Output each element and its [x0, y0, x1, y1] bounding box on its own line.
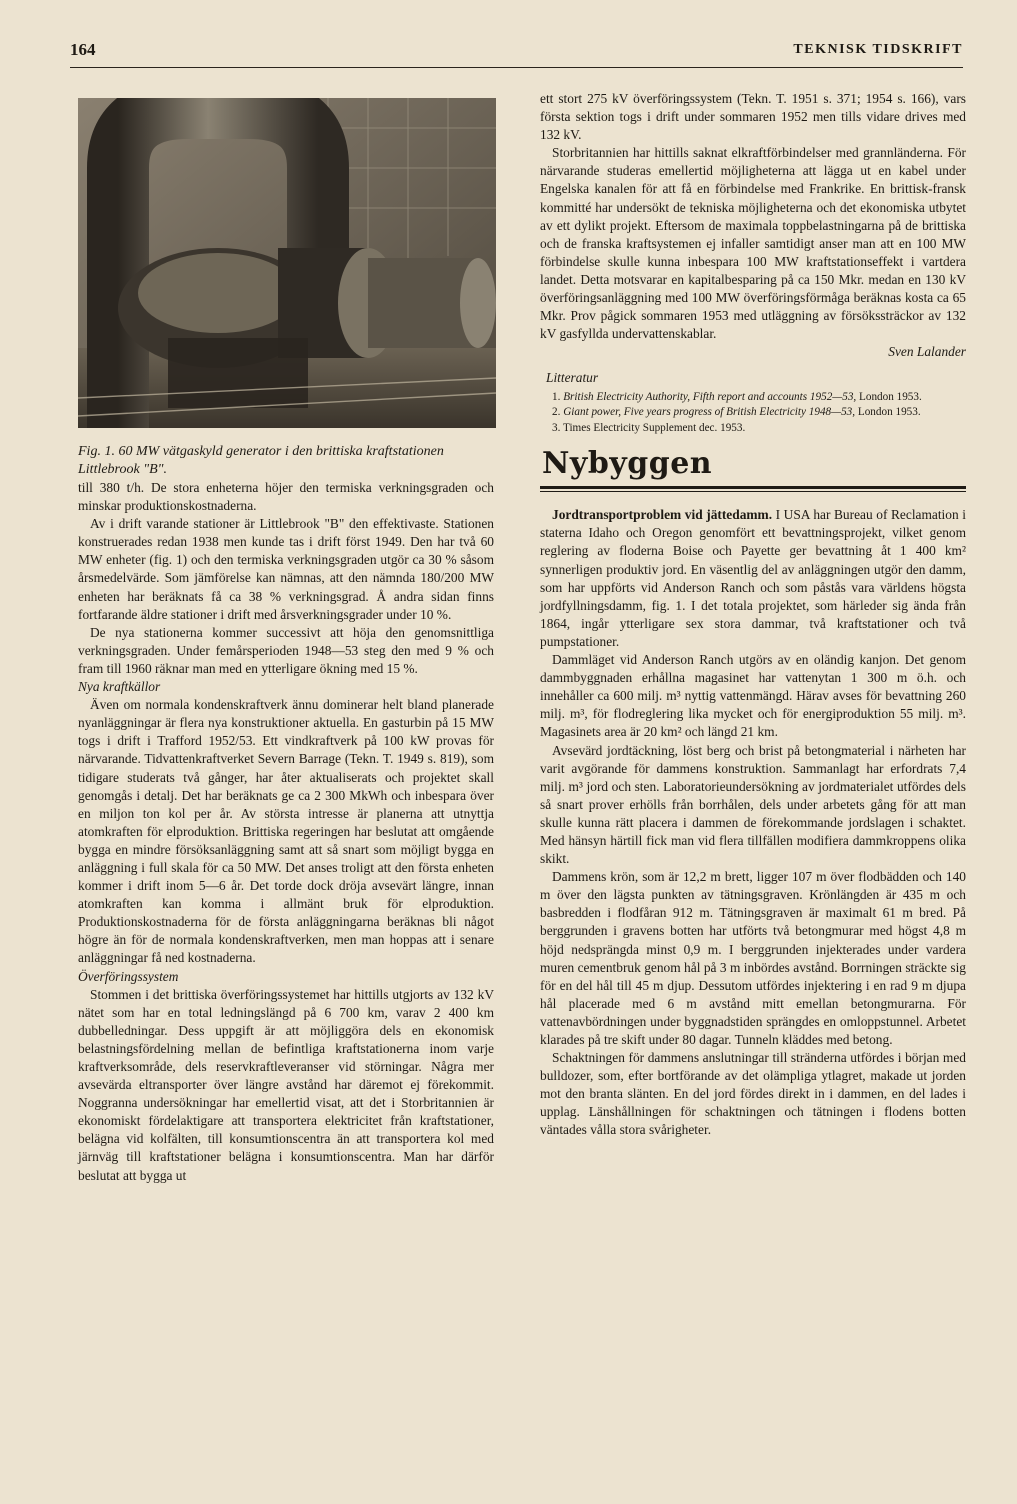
page-number: 164	[70, 40, 96, 59]
left-column	[78, 443, 494, 1185]
paragraph: till 380 t/h. De stora enheterna höjer den termiska verkningsgraden och minskar produktionskostnaderna.	[78, 480, 494, 514]
paragraph: Schaktningen för dammens anslutningar till stränderna utfördes i början med bulldozer, som, efter bortförande av det olämpliga ytlagret, makade ut jorden mot den branta slänten. En del jord fördes direkt in i dammen, en del lades i upplag. Länshållningen för schaktningen och tätningen i flodens botten väntades vålla stora svårigheter.	[540, 1050, 966, 1138]
header-rule	[70, 67, 963, 68]
literature-heading: Litteratur	[546, 370, 599, 386]
section-rule	[540, 486, 966, 489]
lead-heading: Jordtransportproblem vid jättedamm.	[552, 507, 773, 523]
paragraph: Även om normala kondenskraftverk ännu dominerar helt bland planerade nyanläggningar är flera nya konstruktioner aktuella. En gasturbin på 15 MW togs i drift i Trafford 1952/53. Ett vindkraftverk på 100 kW provas för närvarande. Tidvattenkraftverket Severn Barrage (Tekn. T. 1949 s. 819), som tidigare studerats två gånger, har åter aktualiserats och projektet skall genomgås i detalj. Det har beräknats ge ca 2 300 MkWh och inbespara över en miljon ton kol per år. Av största intresse är planerna att utnyttja atomkraften för elproduktion. Brittiska regeringen har beslutat att omgående bygga en mindre försöksanläggning samt att så snart som möjligt bygga en anläggning i full skala för ca 50 MW. Det anses troligt att den första enheten kommer i drift inom 5—6 år. Det torde dock dröja avsevärt längre, innan atomkraften kan komma i allmänt bruk för elproduktion. Produktionskostnaderna för de första anläggningarna beräknas bli något högre än för de normala kondenskraftverken, men man hoppas att i senare anläggningar få ned kostnaderna.	[78, 697, 494, 966]
generator-illustration	[78, 98, 496, 428]
paragraph: De nya stationerna kommer successivt att höja den genomsnittliga verkningsgraden. Under femårsperioden 1948—53 steg den med 9 % och fram till 1960 räknar man med en ytterligare ökning med 15 %.	[78, 624, 494, 676]
section-heading-overforingssystem: Överföringssystem	[78, 968, 179, 984]
section-heading-nya-kraftkallor: Nya kraftkällor	[78, 679, 161, 695]
generator-photo	[78, 98, 496, 428]
literature-item: 2. Giant power, Five years progress of British Electricity 1948—53, London 1953.	[552, 406, 921, 419]
right-column	[540, 90, 966, 1140]
section-title-nybyggen: Nybyggen	[542, 446, 713, 482]
paragraph: Avsevärd jordtäckning, löst berg och brist på betongmaterial i närheten har varit avgörande för dammens konstruktion. Sammanlagt har erfordrats 7,4 milj. m³ jord och sten. Laboratorieundersökning av jordmaterialet utfördes dels så snart prover erhölls från borrhålen, dels under arbetets gång för att man skulle kunna rätt placera i dammen de förekommande jordslagen i schaktet. Med hänsyn härtill fick man vid flera tillfällen modifiera dammkroppens olika skikt.	[540, 742, 966, 867]
section-rule	[540, 491, 966, 492]
paragraph: ett stort 275 kV överföringssystem (Tekn. T. 1951 s. 371; 1954 s. 166), vars första sektion togs i drift under sommaren 1952 men tills vidare drives med 132 kV.	[540, 91, 966, 143]
paragraph: Av i drift varande stationer är Littlebrook "B" den effektivaste. Stationen konstruerades redan 1938 men kunde tas i drift först 1949. Den har två 60 MW enheter (fig. 1) och den termiska verkningsgraden utgör ca 30 % såsom årsmedelvärde. Som jämförelse kan nämnas, att den nämnda 180/200 MW enheten har beräknats få ca 38 % verkningsgrad. Å andra sidan finns fortfarande äldre stationer i drift med årsverkningsgrader under 10 %.	[78, 516, 494, 622]
literature-item: 3. Times Electricity Supplement dec. 1953.	[552, 421, 746, 434]
literature-item: 1. British Electricity Authority, Fifth report and accounts 1952—53, London 1953.	[552, 390, 922, 403]
paragraph: Dammens krön, som är 12,2 m brett, ligger 107 m över flodbädden och 140 m över den lägsta punkten av tätningsgraven. Krönlängden är 435 m och basbredden i flodfåran 912 m. Tätningsgraven är maximalt 61 m bred. På berggrunden i gravens botten har utförts två betongmurar med högst 4,8 m höjd nedsprängda minst 0,9 m. I berggrunden injekterades under vardera muren cementbruk genom hål på 3 m inbördes avstånd. Borrningen sträckte sig för en del hål till 45 m djup. Dessutom utfördes injektering i en rad 9 m djupa hål placerade med 6 m avstånd mitt emellan betongmurarna. För vattenavbördningen under byggnadstiden sprängdes en omloppstunnel. Arbetet klarades på tre skift under 80 dagar. Tunneln kläddes med betong.	[540, 869, 966, 1047]
author-name: Sven Lalander	[888, 344, 966, 360]
paragraph: Storbritannien har hittills saknat elkraftförbindelser med grannländerna. För närvarande studeras emellertid möjligheterna att lägga ut en kabel under Engelska kanalen för att få en förbindelse med Frankrike. En brittisk-fransk kommitté har undersökt de tekniska möjligheterna och det ekonomiska utbytet av ett dylikt projekt. Eftersom de maximala toppbelastningarna på de brittiska och de franska kraftsystemen ej infaller samtidigt anser man att en 100 MW förbindelse skulle kunna inbespara 100 MW kraftstationseffekt i vartdera landet. Detta motsvarar en kapitalbesparing på ca 150 Mkr. medan en 130 kV överföringsanläggning med 100 MW överföringsförmåga beräknas kosta ca 65 Mkr. Prov pågick sommaren 1953 med utläggning av försökssträckor av 132 kV gasfyllda undervattenskablar.	[540, 145, 966, 342]
paragraph: Dammläget vid Anderson Ranch utgörs av en oländig kanjon. Det genom dammbyggnaden erhållna magasinet har vattenytan 1 300 m ö.h. och innehåller ca 600 milj. m³ nyttig vattenmängd. Härav avses för bevattning 260 milj. m³, för flodreglering lika mycket och för energiproduktion 55 milj. m³. Magasinets area är 20 km² och längd 21 km.	[540, 652, 966, 740]
journal-title: TEKNISK TIDSKRIFT	[793, 42, 963, 57]
signature-line	[540, 343, 966, 361]
paragraph: Stommen i det brittiska överföringssystemet har hittills utgjorts av 132 kV nätet som har en total ledningslängd på 6 700 km, varav 2 400 km dubbelledningar. Dess uppgift är att möjliggöra dels en ekonomisk belastningsfördelning mellan de befintliga kraftstationerna inom varje kraftverksområde, dels reservkraftleveranser vid störningar. Några mer avsevärda eltransporter över längre avstånd har däremot ej förekommit. Noggranna undersökningar har emellertid visat, att det i Storbritannien är ekonomiskt fördelaktigare att transportera elektricitet från kraftstationer, belägna vid kolfälten, till konsumtionscentra än att transportera kol med järnväg till kraftstationer belägna i konsumtionscentra. Man har därför beslutat att bygga ut	[78, 986, 494, 1183]
figure-caption: Fig. 1. 60 MW vätgaskyld generator i den brittiska kraftstationen Littlebrook "B".	[78, 444, 444, 477]
paragraph: Jordtransportproblem vid jättedamm. I USA har Bureau of Reclamation i staterna Idaho och Oregon genomfört ett bevattningsprojekt, vilket genom reglering av floderna Boise och Payette ger bevattning åt 1 400 km² synnerligen produktiv jord. En väsentlig del av anläggningen utgör den damm, som har uppförts vid Anderson Ranch och som påstås vara världens högsta jordfyllningsdamm, fig. 1. I det totala projektet, som härleder sig ända från 1864, ingår ytterligare sex stora dammar, två kraftstationer och två pumpstationer.	[540, 507, 966, 649]
